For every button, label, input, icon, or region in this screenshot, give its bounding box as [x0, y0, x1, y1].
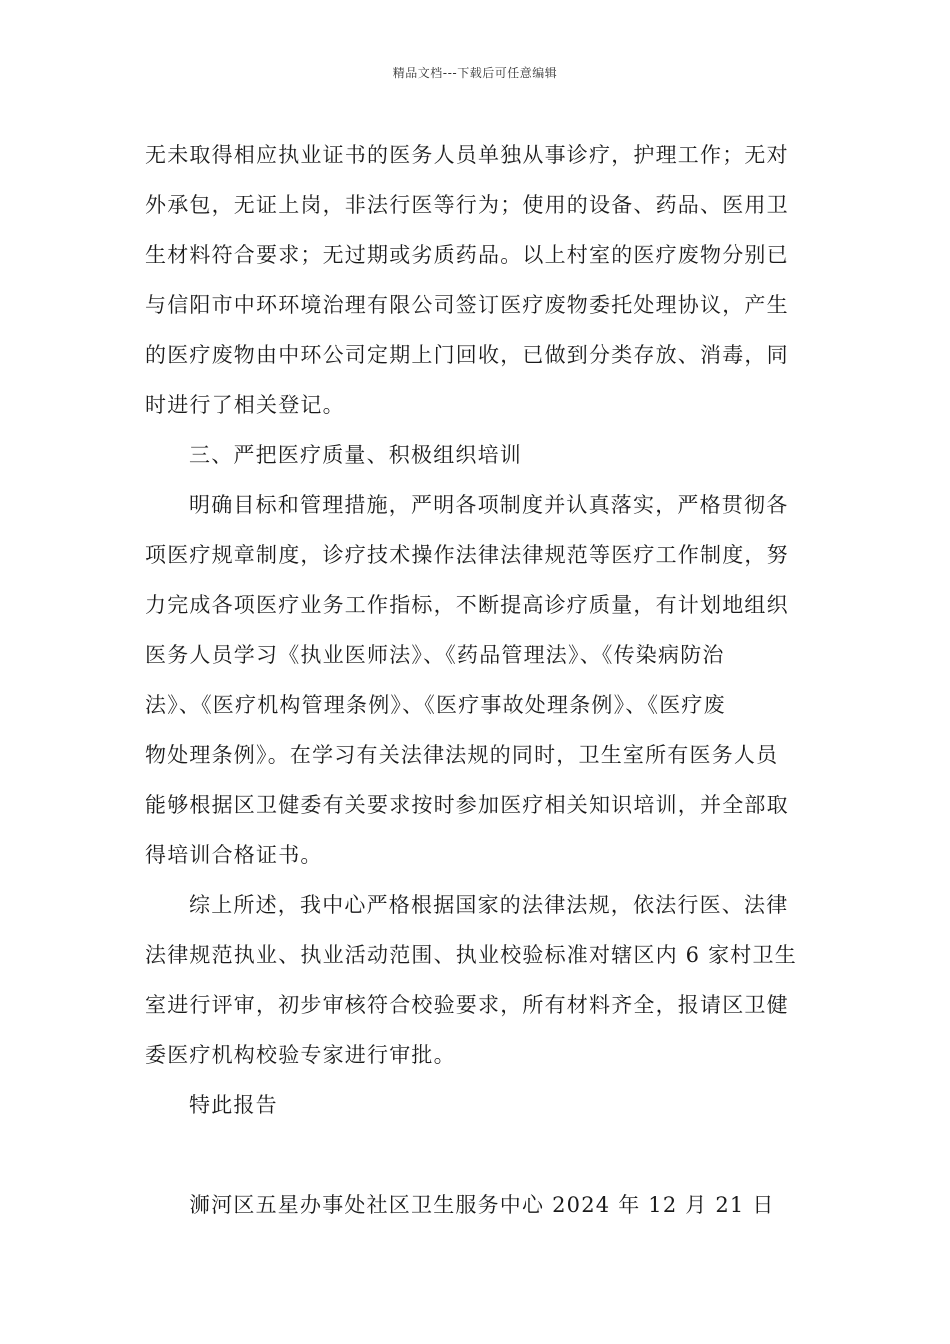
spacer: [145, 1130, 810, 1180]
text-line: 明确目标和管理措施，严明各项制度并认真落实，严格贯彻各: [189, 493, 789, 517]
paragraph-continuation: [145, 130, 810, 430]
closing-remark: 特此报告: [189, 1093, 278, 1117]
text-line: 时进行了相关登记。: [145, 393, 345, 417]
text-line: 法》、《医疗机构管理条例》、《医疗事故处理条例》、《医疗废: [145, 693, 726, 717]
text-line: 项医疗规章制度，诊疗技术操作法律法律规范等医疗工作制度，努: [145, 543, 789, 567]
text-line: 的医疗废物由中环公司定期上门回收，已做到分类存放、消毒，同: [145, 343, 789, 367]
text-line: 力完成各项医疗业务工作指标，不断提高诊疗质量，有计划地组织: [145, 593, 789, 617]
text-line: 外承包，无证上岗，非法行医等行为；使用的设备、药品、医用卫: [145, 193, 789, 217]
text-line: 能够根据区卫健委有关要求按时参加医疗相关知识培训，并全部取: [145, 793, 789, 817]
paragraph-training: [145, 480, 810, 880]
text-line: 生材料符合要求；无过期或劣质药品。以上村室的医疗废物分别已: [145, 243, 789, 267]
text-line: 得培训合格证书。: [145, 843, 323, 867]
document-body: [145, 130, 810, 1230]
text-line: 物处理条例》。在学习有关法律法规的同时，卫生室所有医务人员: [145, 743, 779, 767]
text-line: 综上所述，我中心严格根据国家的法律法规，依法行医、法律: [189, 893, 789, 917]
text-line: 室进行评审，初步审核符合校验要求，所有材料齐全，报请区卫健: [145, 993, 789, 1017]
paragraph-summary: [145, 880, 810, 1080]
section-heading: 三、严把医疗质量、积极组织培训: [189, 443, 522, 467]
text-line: 无未取得相应执业证书的医务人员单独从事诊疗，护理工作；无对: [145, 143, 789, 167]
text-line: 委医疗机构校验专家进行审批。: [145, 1043, 456, 1067]
page-header: 精品文档---下载后可任意编辑: [392, 66, 558, 80]
text-line: 法律规范执业、执业活动范围、执业校验标准对辖区内 6 家村卫生: [145, 943, 797, 967]
text-line: 医务人员学习《执业医师法》、《药品管理法》、《传染病防治: [145, 643, 725, 667]
signature-line: 浉河区五星办事处社区卫生服务中心 2024 年 12 月 21 日: [189, 1193, 775, 1217]
text-line: 与信阳市中环环境治理有限公司签订医疗废物委托处理协议，产生: [145, 293, 789, 317]
